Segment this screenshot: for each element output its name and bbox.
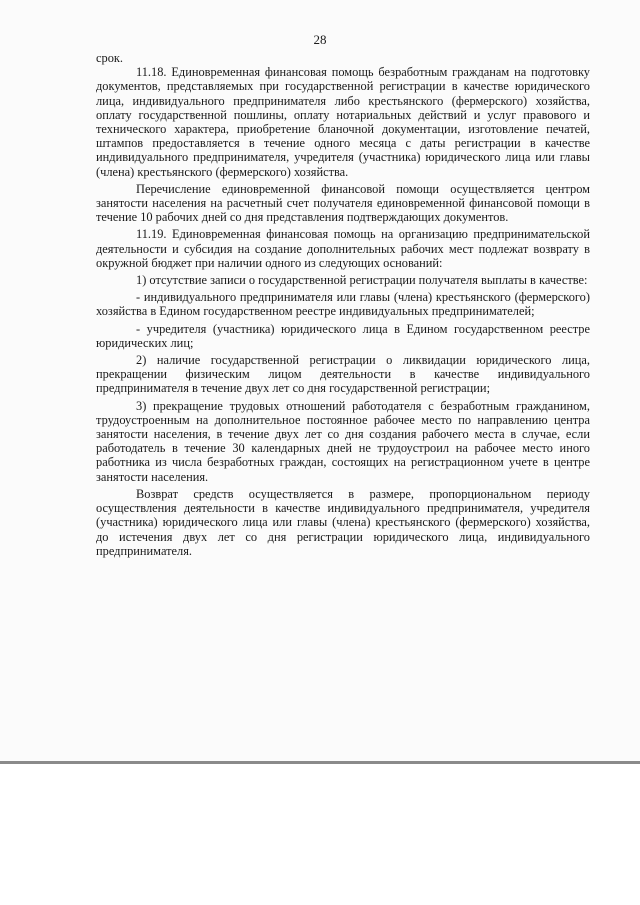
paragraph-ground-2: 2) наличие государственной регистрации о ликвидации юридического лица, прекращении физическим лицом деятельности в качестве индивидуального предпринимателя в течение двух лет со дня государственной регистрации; [96,353,590,396]
paragraph-ground-1-ul: - учредителя (участника) юридического лица в Едином государственном реестре юридических лиц; [96,321,590,350]
document-body [96,51,590,558]
paragraph-ground-3: 3) прекращение трудовых отношений работодателя с безработным гражданином, трудоустроенным на дополнительное постоянное рабочее место по направлению центра занятости населения, в течение двух лет со дня создания рабочего места в случае, если работодатель в течение 30 календарных дней не трудоустроил на рабочее место иного работника из числа безработных граждан, состоящих на регистрационном учете в центре занятости населения. [96,398,590,484]
paragraph-refund: Возврат средств осуществляется в размере, пропорциональном периоду осуществления деятельности в качестве индивидуального предпринимателя, учредителя (участника) юридического лица или главы (члена) крестьянского (фермерского) хозяйства, до истечения двух лет со дня регистрации юридического лица, индивидуального предпринимателя. [96,486,590,558]
page-number: 28 [313,32,327,47]
paragraph-11-19: 11.19. Единовременная финансовая помощь на организацию предпринимательской деятельности и субсидия на создание дополнительных рабочих мест подлежат возврату в окружной бюджет при наличии одного из следующих оснований: [96,227,590,270]
paragraph-ground-1-ip: - индивидуального предпринимателя или главы (члена) крестьянского (фермерского) хозяйства в Едином государственном реестре индивидуальных предпринимателей; [96,290,590,319]
paragraph-ground-1: 1) отсутствие записи о государственной регистрации получателя выплаты в качестве: [136,273,588,288]
paragraph-continuation: срок. [96,51,124,65]
paragraph-transfer: Перечисление единовременной финансовой помощи осуществляется центром занятости населения на расчетный счет получателя единовременной финансовой помощи в течение 10 рабочих дней со дня представления подтверждающих документов. [96,181,590,225]
paragraph-11-18: 11.18. Единовременная финансовая помощь безработным гражданам на подготовку документов, представляемых при государственной регистрации в качестве юридического лица, индивидуального предпринимателя либо крестьянского (фермерского) хозяйства, оплату государственной пошлины, оплату нотариальных действий и услуг правового и технического характера, приобретение бланочной документации, изготовление печатей, штампов предоставляется в течение одного месяца с даты регистрации в качестве индивидуального предпринимателя, учредителя (участника) юридического лица или главы (члена) крестьянского (фермерского) хозяйства. [96,65,590,179]
